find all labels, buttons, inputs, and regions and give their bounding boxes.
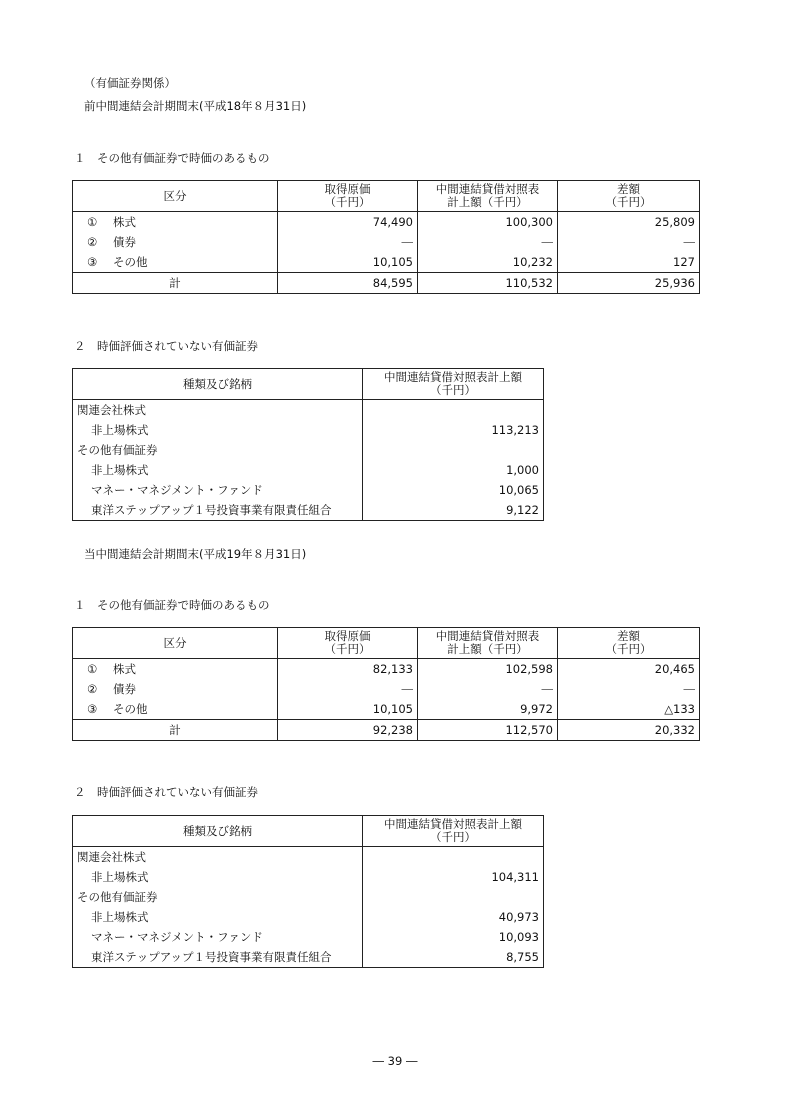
row-label: 関連会社株式 [73, 847, 363, 868]
cost-cell: 10,105 [278, 252, 418, 273]
diff-cell: ― [558, 232, 700, 252]
row-label: 株式 [113, 662, 136, 676]
diff-cell: △133 [558, 699, 700, 720]
value-cell [363, 440, 544, 460]
table-row [73, 847, 544, 868]
col-header-type-name: 種類及び銘柄 [73, 369, 363, 400]
diff-cell: 20,465 [558, 659, 700, 680]
value-cell [363, 887, 544, 907]
col-header-difference: 差額 （千円） [558, 181, 700, 212]
row-mark: ③ [87, 702, 98, 716]
row-label: その他有価証券 [73, 887, 363, 907]
cost-cell: ― [278, 679, 418, 699]
table-row [73, 460, 544, 480]
row-mark: ① [87, 215, 98, 229]
value-cell: 40,973 [363, 907, 544, 927]
col-header-difference: 差額 （千円） [558, 628, 700, 659]
total-label: 計 [73, 720, 278, 741]
section-heading: （有価証券関係） [84, 76, 176, 90]
book-cell: 10,232 [418, 252, 558, 273]
row-label: 債券 [113, 235, 136, 249]
cost-cell: ― [278, 232, 418, 252]
col-header-cost: 取得原価 （千円） [278, 181, 418, 212]
col-header-category: 区分 [73, 628, 278, 659]
col-header-book-value: 中間連結貸借対照表計上額 （千円） [363, 816, 544, 847]
row-mark: ② [87, 235, 98, 249]
cost-cell: 10,105 [278, 699, 418, 720]
page-number: ― 39 ― [372, 1054, 418, 1068]
row-label: 非上場株式 [73, 460, 363, 480]
table-row [73, 440, 544, 460]
total-book: 112,570 [418, 720, 558, 741]
table-row [73, 480, 544, 500]
table-row [73, 232, 700, 252]
table-row [73, 420, 544, 440]
col-header-book-value: 中間連結貸借対照表計上額 （千円） [363, 369, 544, 400]
table-header-row [73, 369, 544, 400]
value-cell: 113,213 [363, 420, 544, 440]
table-row [73, 679, 700, 699]
row-label: 関連会社株式 [73, 400, 363, 421]
prev-listed-securities-table [72, 180, 700, 294]
curr-t1-heading: １ その他有価証券で時価のあるもの [74, 598, 270, 612]
diff-cell: ― [558, 679, 700, 699]
total-row [73, 273, 700, 294]
diff-cell: 127 [558, 252, 700, 273]
row-mark: ② [87, 682, 98, 696]
book-cell: ― [418, 232, 558, 252]
row-label: 東洋ステップアップ１号投資事業有限責任組合 [73, 947, 363, 968]
prev-period-title: 前中間連結会計期間末(平成18年８月31日) [84, 99, 307, 113]
book-cell: 102,598 [418, 659, 558, 680]
row-mark: ① [87, 662, 98, 676]
book-cell: ― [418, 679, 558, 699]
value-cell: 104,311 [363, 867, 544, 887]
row-label: 非上場株式 [73, 907, 363, 927]
row-label: マネー・マネジメント・ファンド [73, 927, 363, 947]
table-row [73, 212, 700, 233]
book-cell: 100,300 [418, 212, 558, 233]
total-cost: 84,595 [278, 273, 418, 294]
total-label: 計 [73, 273, 278, 294]
row-label: その他 [113, 255, 148, 269]
col-header-category: 区分 [73, 181, 278, 212]
cost-cell: 82,133 [278, 659, 418, 680]
curr-t2-heading: ２ 時価評価されていない有価証券 [74, 785, 258, 799]
value-cell [363, 400, 544, 421]
curr-unlisted-securities-table [72, 815, 544, 968]
total-book: 110,532 [418, 273, 558, 294]
row-label: 債券 [113, 682, 136, 696]
row-label: 非上場株式 [73, 867, 363, 887]
table-row [73, 500, 544, 521]
table-row [73, 699, 700, 720]
row-label: その他 [113, 702, 148, 716]
total-cost: 92,238 [278, 720, 418, 741]
table-row [73, 400, 544, 421]
row-mark: ③ [87, 255, 98, 269]
value-cell: 1,000 [363, 460, 544, 480]
table-row [73, 867, 544, 887]
table-row [73, 927, 544, 947]
row-label: マネー・マネジメント・ファンド [73, 480, 363, 500]
table-row [73, 659, 700, 680]
total-row [73, 720, 700, 741]
prev-unlisted-securities-table [72, 368, 544, 521]
cost-cell: 74,490 [278, 212, 418, 233]
table-row [73, 907, 544, 927]
col-header-type-name: 種類及び銘柄 [73, 816, 363, 847]
table-row [73, 252, 700, 273]
table-row [73, 947, 544, 968]
value-cell: 8,755 [363, 947, 544, 968]
row-label: 株式 [113, 215, 136, 229]
row-label: その他有価証券 [73, 440, 363, 460]
curr-listed-securities-table [72, 627, 700, 741]
value-cell: 9,122 [363, 500, 544, 521]
book-cell: 9,972 [418, 699, 558, 720]
table-header-row [73, 628, 700, 659]
col-header-cost: 取得原価 （千円） [278, 628, 418, 659]
table-header-row [73, 816, 544, 847]
total-diff: 25,936 [558, 273, 700, 294]
table-header-row [73, 181, 700, 212]
total-diff: 20,332 [558, 720, 700, 741]
diff-cell: 25,809 [558, 212, 700, 233]
table-row [73, 887, 544, 907]
value-cell [363, 847, 544, 868]
col-header-book-value: 中間連結貸借対照表 計上額（千円） [418, 628, 558, 659]
row-label: 東洋ステップアップ１号投資事業有限責任組合 [73, 500, 363, 521]
prev-t1-heading: １ その他有価証券で時価のあるもの [74, 151, 270, 165]
value-cell: 10,093 [363, 927, 544, 947]
prev-t2-heading: ２ 時価評価されていない有価証券 [74, 339, 258, 353]
row-label: 非上場株式 [73, 420, 363, 440]
col-header-book-value: 中間連結貸借対照表 計上額（千円） [418, 181, 558, 212]
curr-period-title: 当中間連結会計期間末(平成19年８月31日) [84, 547, 307, 561]
value-cell: 10,065 [363, 480, 544, 500]
